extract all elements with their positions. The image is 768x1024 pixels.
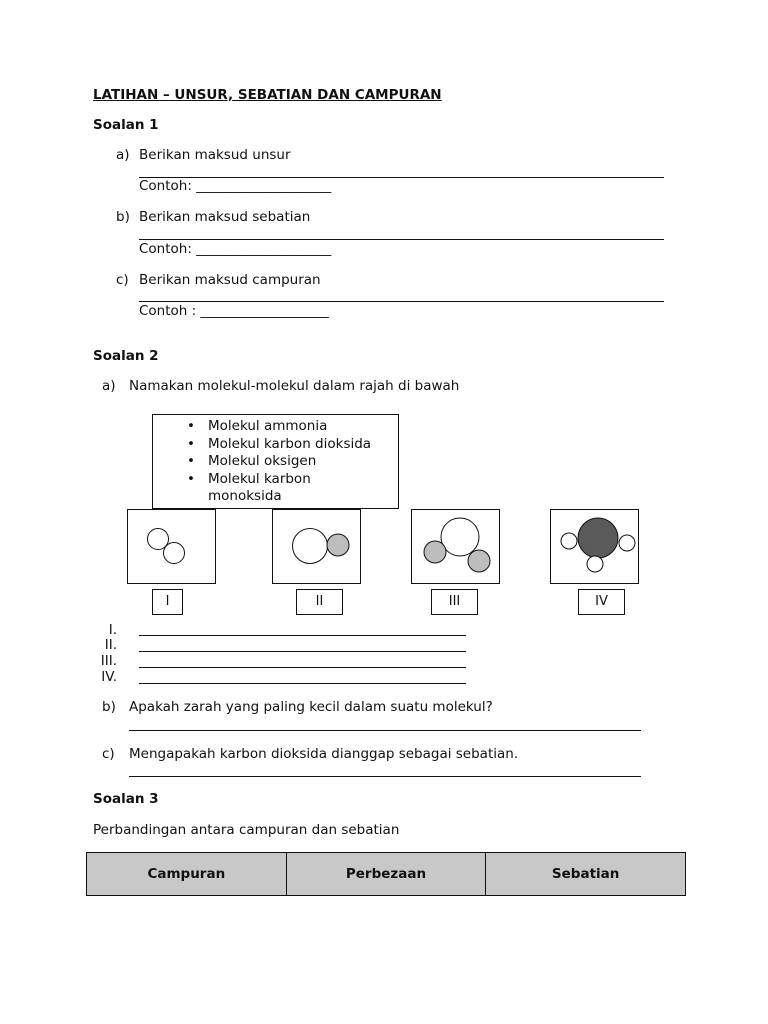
label-box-iv: IV — [578, 589, 625, 615]
header-sebatian: Sebatian — [486, 853, 686, 896]
s2-c-question: Mengapakah karbon dioksida dianggap sebagai sebatian. — [129, 746, 519, 762]
carbon-monoxide-molecule-icon — [273, 510, 360, 583]
s1-a-question: Berikan maksud unsur — [139, 147, 291, 163]
s2-a-marker: a) — [102, 378, 116, 394]
s2-b-question: Apakah zarah yang paling kecil dalam suatu molekul? — [129, 699, 493, 715]
answer-marker-iii: III. — [100, 653, 117, 669]
soalan-1-heading: Soalan 1 — [93, 117, 159, 133]
s2-b-marker: b) — [102, 699, 116, 715]
s2-c-marker: c) — [102, 746, 115, 762]
s1-b-question: Berikan maksud sebatian — [139, 209, 311, 225]
answer-line-i[interactable] — [139, 635, 466, 636]
carbon-dioxide-molecule-icon — [412, 510, 499, 583]
label-box-ii: II — [296, 589, 343, 615]
molecule-diagram-iii — [411, 509, 500, 584]
label-box-iii: III — [431, 589, 478, 615]
legend-item: • Molekul ammonia — [208, 418, 388, 436]
molecule-legend-list — [153, 415, 398, 506]
ammonia-molecule-icon — [551, 510, 638, 583]
molecule-legend-box — [152, 414, 399, 509]
answer-marker-i: I. — [108, 622, 117, 638]
answer-line-iii[interactable] — [139, 667, 466, 668]
s1-b-marker: b) — [116, 209, 130, 225]
s2-c-answer-line[interactable] — [129, 776, 641, 777]
answer-marker-ii: II. — [104, 637, 117, 653]
answer-line-iv[interactable] — [139, 683, 466, 684]
worksheet-title: LATIHAN – UNSUR, SEBATIAN DAN CAMPURAN — [93, 87, 442, 103]
s2-a-question: Namakan molekul-molekul dalam rajah di bawah — [129, 378, 460, 394]
legend-item: • Molekul karbon monoksida — [208, 471, 388, 506]
table-header-row — [87, 853, 686, 896]
header-perbezaan: Perbezaan — [286, 853, 486, 896]
answer-marker-iv: IV. — [101, 669, 117, 685]
s1-c-question: Berikan maksud campuran — [139, 272, 321, 288]
soalan-2-heading: Soalan 2 — [93, 348, 159, 364]
answer-line-ii[interactable] — [139, 651, 466, 652]
s1-a-example[interactable]: Contoh: ____________________ — [139, 178, 332, 194]
oxygen-molecule-icon — [128, 510, 215, 583]
header-campuran: Campuran — [87, 853, 287, 896]
molecule-diagram-ii — [272, 509, 361, 584]
soalan-3-heading: Soalan 3 — [93, 791, 159, 807]
legend-item: • Molekul oksigen — [208, 453, 388, 471]
molecule-diagram-i — [127, 509, 216, 584]
comparison-table — [86, 852, 686, 896]
s1-c-marker: c) — [116, 272, 129, 288]
s1-a-marker: a) — [116, 147, 130, 163]
s3-intro: Perbandingan antara campuran dan sebatian — [93, 822, 400, 838]
s1-c-answer-line[interactable] — [139, 301, 664, 302]
s1-b-answer-line[interactable] — [139, 239, 664, 240]
label-box-i: I — [152, 589, 183, 615]
s2-b-answer-line[interactable] — [129, 730, 641, 731]
s1-b-example[interactable]: Contoh: ____________________ — [139, 241, 332, 257]
molecule-diagram-iv — [550, 509, 639, 584]
legend-item: • Molekul karbon dioksida — [208, 436, 388, 454]
s1-c-example[interactable]: Contoh : ___________________ — [139, 303, 329, 319]
